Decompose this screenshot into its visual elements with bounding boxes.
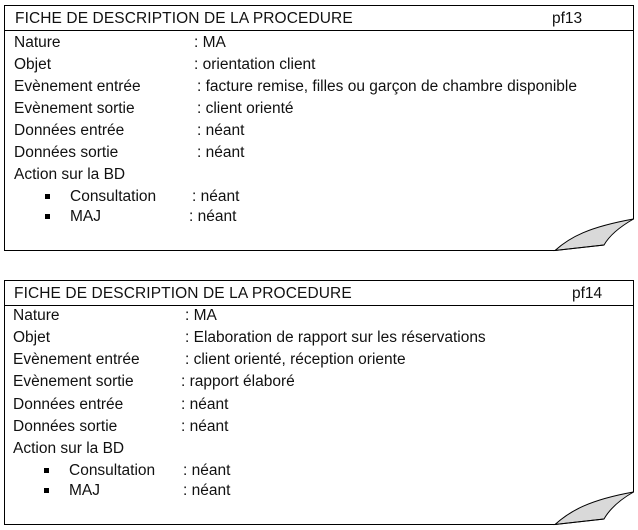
card-title: FICHE DE DESCRIPTION DE LA PROCEDURE	[14, 285, 352, 302]
action-label: MAJ	[69, 482, 100, 498]
field-value: : Elaboration de rapport sur les réservations	[185, 329, 486, 346]
procedure-card-pf14	[4, 280, 634, 525]
bullet-icon	[44, 488, 49, 493]
field-value: : rapport élaboré	[181, 373, 295, 390]
bullet-icon	[44, 468, 49, 473]
field-label: Nature	[13, 307, 60, 324]
card-code: pf14	[572, 285, 603, 302]
field-label: Evènement entrée	[13, 351, 140, 368]
action-label: MAJ	[70, 208, 101, 224]
field-value: : client orienté	[197, 100, 294, 117]
field-label: Evènement entrée	[14, 78, 141, 95]
field-label: Objet	[13, 329, 51, 346]
card-title: FICHE DE DESCRIPTION DE LA PROCEDURE	[15, 10, 353, 27]
card-header	[5, 6, 633, 31]
field-value: : néant	[181, 396, 229, 413]
bullet-icon	[45, 194, 50, 199]
field-label: Nature	[14, 34, 61, 51]
action-value: : néant	[189, 208, 237, 224]
action-maj	[13, 482, 313, 498]
field-label: Evènement sortie	[14, 100, 135, 117]
bullet-icon	[45, 214, 50, 219]
action-label: Consultation	[70, 188, 157, 205]
field-label: Données sortie	[13, 418, 118, 435]
procedure-card-pf13	[4, 5, 634, 251]
field-value: : client orienté, réception oriente	[185, 351, 406, 368]
field-value: : néant	[197, 144, 245, 161]
field-label: Objet	[14, 56, 52, 73]
action-value: : néant	[192, 188, 240, 205]
field-value: : néant	[181, 418, 229, 435]
action-value: : néant	[183, 482, 231, 498]
field-label: Action sur la BD	[14, 166, 126, 183]
field-value: : facture remise, filles ou garçon de chambre disponible	[197, 78, 577, 95]
field-value: : MA	[185, 307, 217, 324]
field-value: : MA	[194, 34, 226, 51]
field-label: Données sortie	[14, 144, 119, 161]
action-value: : néant	[183, 462, 231, 479]
action-maj	[14, 208, 314, 224]
field-label: Données entrée	[14, 122, 125, 139]
field-value: : néant	[197, 122, 245, 139]
field-value: : orientation client	[194, 56, 316, 73]
action-label: Consultation	[69, 462, 156, 479]
card-code: pf13	[552, 10, 583, 27]
field-label: Action sur la BD	[13, 440, 125, 457]
field-label: Données entrée	[13, 396, 124, 413]
field-label: Evènement sortie	[13, 373, 134, 390]
card-header	[5, 281, 633, 306]
